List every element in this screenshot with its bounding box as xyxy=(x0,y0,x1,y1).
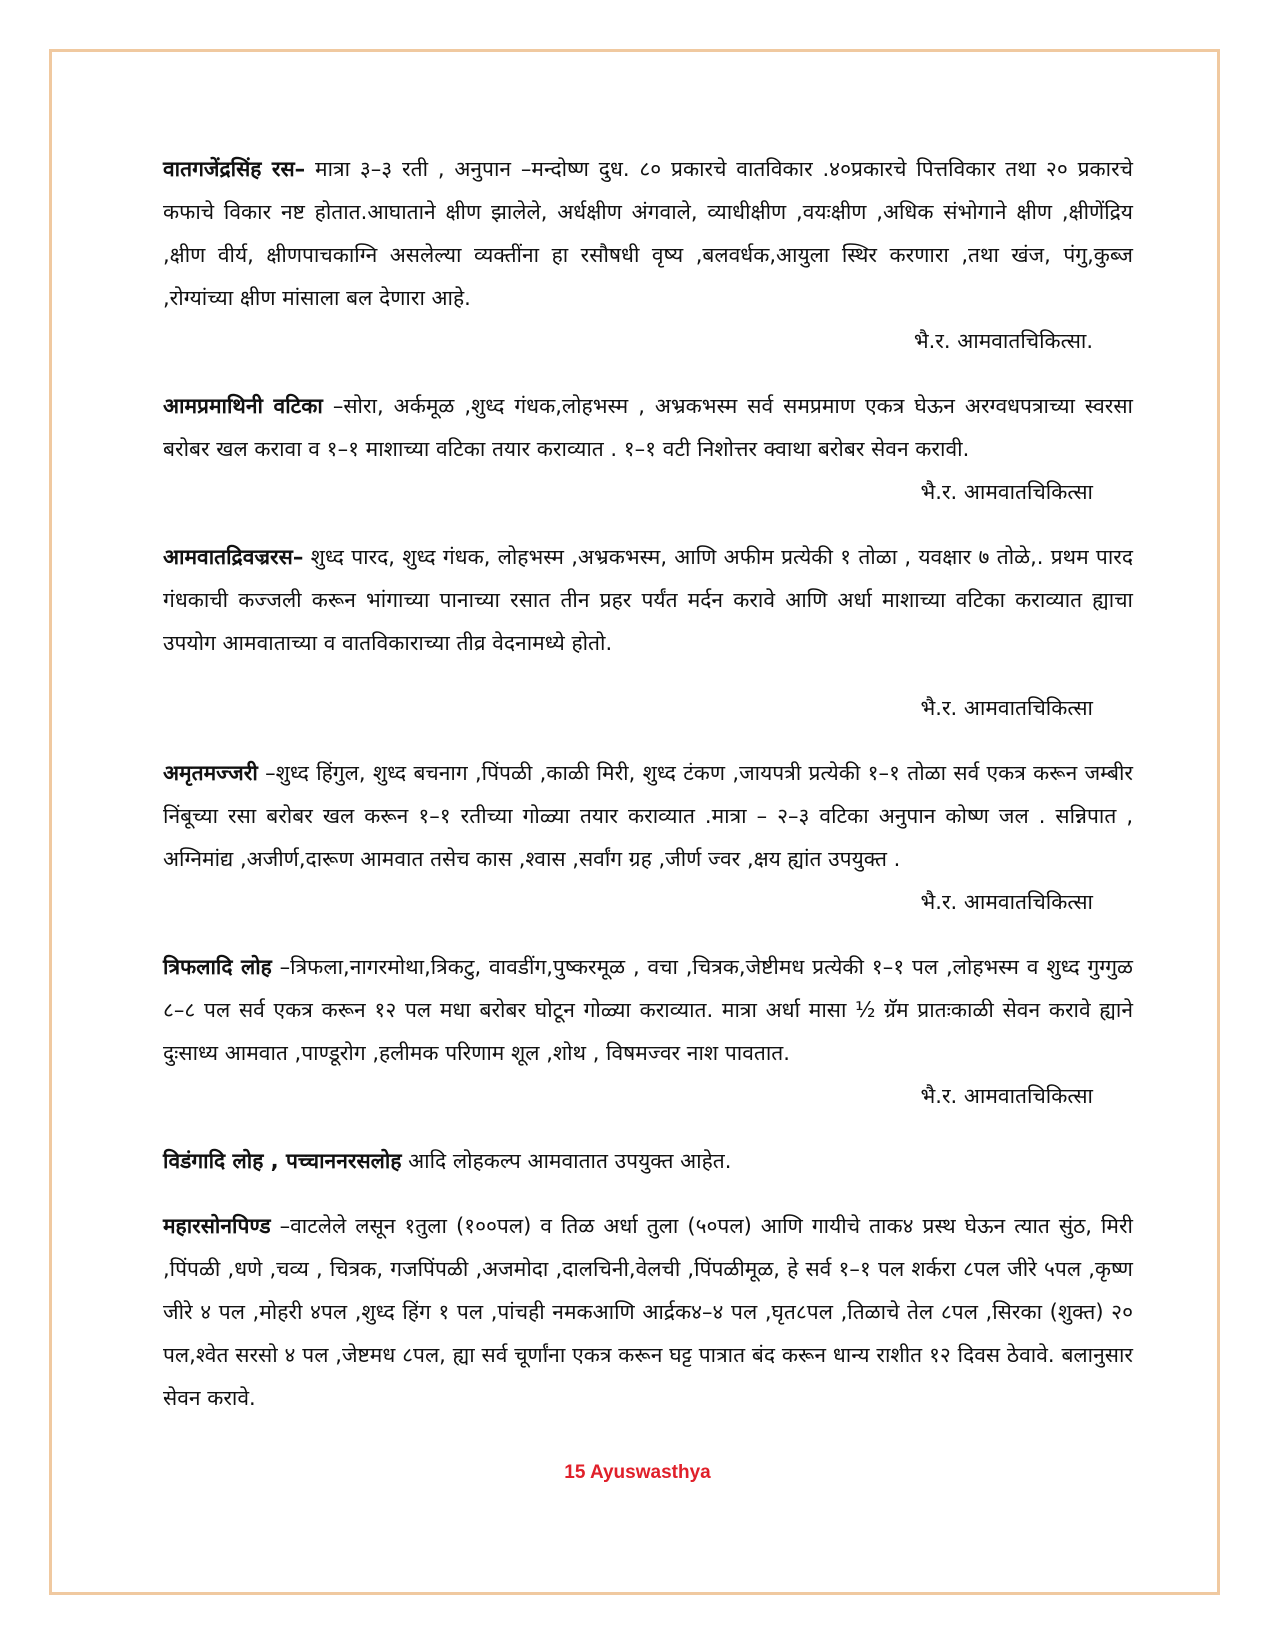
entry-reference: भै.र. आमवातचिकित्सा xyxy=(920,1084,1093,1108)
entry-body: –शुध्द हिंगुल, शुध्द बचनाग ,पिंपळी ,काळी मिरी, शुध्द टंकण ,जायपत्री प्रत्येकी १–१ तोळा सर्व एकत्र करून जम्बीर निंबूच्या रसा बरोबर खल करून १–१ रतीच्या गोळ्या तयार कराव्यात .मात्रा – २–३ वटिका अनुपान कोष्ण जल . सन्निपात , अग्निमांद्य ,अजीर्ण,दारूण आमवात तसेच कास ,श्वास ,सर्वांग ग्रह ,जीर्ण ज्वर ,क्षय ह्यांत उपयुक्त . xyxy=(163,761,1133,871)
entry-body: –त्रिफला,नागरमोथा,त्रिकटु, वावडींग,पुष्करमूळ , वचा ,चित्रक,जेष्टीमध प्रत्येकी १–१ पल ,लोहभस्म व शुध्द गुग्गुळ ८–८ पल सर्व एकत्र करून १२ पल मधा बरोबर घोटून गोळ्या कराव्यात. मात्रा अर्धा मासा ½ ग्रॅम प्रातःकाळी सेवन करावे ह्याने दुःसाध्य आमवात ,पाण्डूरोग ,हलीमक परिणाम शूल ,शोथ , विषमज्वर नाश पावतात. xyxy=(163,955,1133,1065)
entry-amapramathini-vatika xyxy=(163,385,1133,514)
entry-title: महारसोनपिण्ड xyxy=(163,1214,271,1238)
entry-vidangadi-loh xyxy=(163,1140,1133,1183)
entry-reference: भै.र. आमवातचिकित्सा xyxy=(920,480,1093,504)
entry-title: आमप्रमाथिनी वटिका xyxy=(163,394,323,418)
entry-body: –सोरा, अर्कमूळ ,शुध्द गंधक,लोहभस्म , अभ्रकभस्म सर्व समप्रमाण एकत्र घेऊन अरग्वधपत्राच्या स्वरसा बरोबर खल करावा व १–१ माशाच्या वटिका तयार कराव्यात . १–१ वटी निशोत्तर क्वाथा बरोबर सेवन करावी. xyxy=(163,394,1133,461)
entry-body: आदि लोहकल्प आमवातात उपयुक्त आहेत. xyxy=(401,1149,732,1173)
entry-title: विडंगादि लोह , पच्चाननरसलोह xyxy=(163,1149,402,1173)
entry-title: त्रिफलादि लोह xyxy=(163,955,272,979)
entry-reference: भै.र. आमवातचिकित्सा xyxy=(920,696,1093,720)
entry-title: आमवातद्रिवज्ररस– xyxy=(163,545,304,569)
entry-maharasonapinda xyxy=(163,1205,1133,1420)
entry-body: शुध्द पारद, शुध्द गंधक, लोहभस्म ,अभ्रकभस्म, आणि अफीम प्रत्येकी १ तोळा , यवक्षार ७ तोळे,. प्रथम पारद गंधकाची कज्जली करून भांगाच्या पानाच्या रसात तीन प्रहर पर्यंत मर्दन करावे आणि अर्धा माशाच्या वटिका कराव्यात ह्याचा उपयोग आमवाताच्या व वातविकाराच्या तीव्र वेदनामध्ये होतो. xyxy=(163,545,1133,655)
entry-amrutamanjari xyxy=(163,752,1133,924)
entry-body: मात्रा ३–३ रती , अनुपान –मन्दोष्ण दुध. ८० प्रकारचे वातविकार .४०प्रकारचे पित्तविकार तथा २० प्रकारचे कफाचे विकार नष्ट होतात.आघाताने क्षीण झालेले, अर्धक्षीण अंगवाले, व्याधीक्षीण ,वयःक्षीण ,अधिक संभोगाने क्षीण ,क्षीणेंद्रिय ,क्षीण वीर्य, क्षीणपाचकाग्नि असलेल्या व्यक्तींना हा रसौषधी वृष्य ,बलवर्धक,आयुला स्थिर करणारा ,तथा खंज, पंगु,कुब्ज ,रोग्यांच्या क्षीण मांसाला बल देणारा आहे. xyxy=(163,157,1134,310)
entry-title: अमृतमज्जरी xyxy=(163,761,258,785)
entry-amavatadrivajra-ras xyxy=(163,536,1133,730)
entry-triphaladi-loh xyxy=(163,946,1133,1118)
entry-vatagajendrasinh-ras xyxy=(163,148,1133,363)
entry-reference: भै.र. आमवातचिकित्सा xyxy=(920,890,1093,914)
page-footer: 15 Ayuswasthya xyxy=(564,1462,711,1483)
entry-title: वातगजेंद्रसिंह रस– xyxy=(163,157,306,181)
document-body xyxy=(163,148,1133,1442)
entry-body: –वाटलेले लसून १तुला (१००पल) व तिळ अर्धा तुला (५०पल) आणि गायीचे ताक४ प्रस्थ घेऊन त्यात सुंठ, मिरी ,पिंपळी ,धणे ,चव्य , चित्रक, गजपिंपळी ,अजमोदा ,दालचिनी,वेलची ,पिंपळीमूळ, हे सर्व १–१ पल शर्करा ८पल जीरे ५पल ,कृष्ण जीरे ४ पल ,मोहरी ४पल ,शुध्द हिंग १ पल ,पांचही नमकआणि आर्द्रक४–४ पल ,घृत८पल ,तिळाचे तेल ८पल ,सिरका (शुक्त) २० पल,श्वेत सरसो ४ पल ,जेष्टमध ८पल, ह्या सर्व चूर्णांना एकत्र करून घट्ट पात्रात बंद करून धान्य राशीत १२ दिवस ठेवावे. बलानुसार सेवन करावे. xyxy=(163,1214,1133,1410)
entry-reference: भै.र. आमवातचिकित्सा. xyxy=(913,329,1093,353)
